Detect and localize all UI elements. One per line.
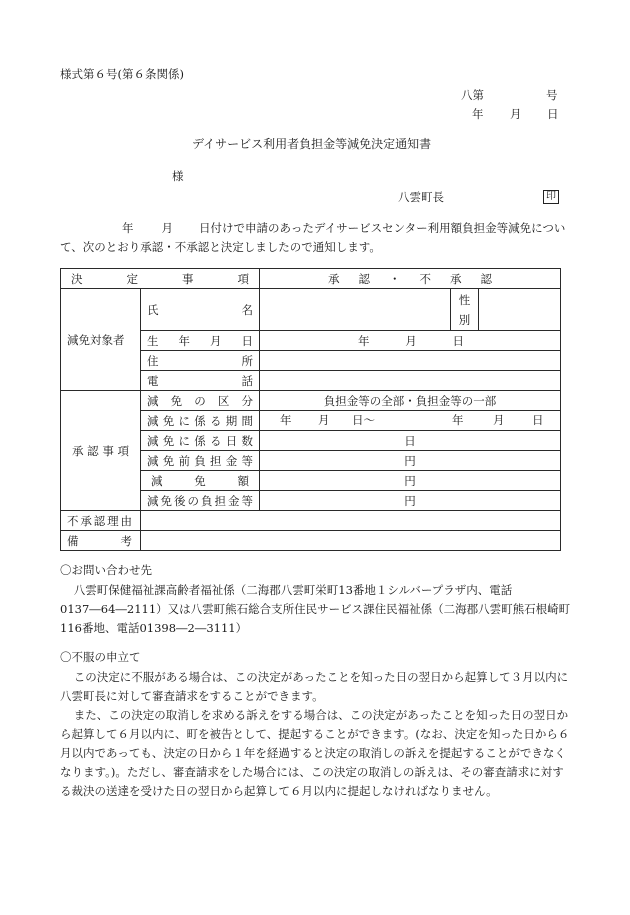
period-label xyxy=(141,411,260,431)
label-char: 決 xyxy=(71,271,83,286)
label-char: 住 xyxy=(147,353,159,368)
label-char: に xyxy=(178,433,190,448)
remarks-label xyxy=(61,531,141,551)
reduction-amount-value: 円 xyxy=(260,471,561,491)
rejection-row xyxy=(61,511,561,531)
label-char: 考 xyxy=(120,533,132,548)
date-month: 月 xyxy=(510,107,522,121)
label-char: 不 xyxy=(67,513,79,528)
birthdate-value xyxy=(260,331,561,351)
label-char: 免 xyxy=(162,413,175,428)
label-char: 区 xyxy=(217,393,230,408)
label-char: 等 xyxy=(241,453,253,468)
label-char: 氏 xyxy=(147,302,159,317)
seal-mark: 印 xyxy=(543,190,559,204)
category-row xyxy=(61,391,561,411)
table-header-row xyxy=(61,269,561,289)
label-char: 免 xyxy=(162,453,175,468)
header-approval xyxy=(260,269,561,289)
rejection-reason-label xyxy=(61,511,141,531)
before-amount-label xyxy=(141,451,260,471)
document-title: デイサービス利用者負担金等減免決定通知書 xyxy=(192,137,432,151)
period-value: 年 月 日～ 年 月 日 xyxy=(260,411,561,431)
label-char: 備 xyxy=(67,533,79,548)
label-char: 後 xyxy=(174,493,186,508)
label-char: 減 xyxy=(151,473,163,488)
label-char: 間 xyxy=(241,413,253,428)
label-char: 等 xyxy=(241,493,253,508)
before-amount-value: 円 xyxy=(260,451,561,471)
label-char: 承 xyxy=(80,513,92,528)
label-char: 期 xyxy=(225,413,238,428)
remarks-row xyxy=(61,531,561,551)
label-char: 名 xyxy=(241,302,253,317)
after-amount-label xyxy=(141,491,260,511)
name-label xyxy=(141,289,260,331)
target-group-label: 減免対象者 xyxy=(61,289,141,391)
address-label xyxy=(141,351,260,371)
date-day: 日 xyxy=(547,107,559,121)
label-char: 性 xyxy=(458,292,471,307)
label-char: 金 xyxy=(225,453,238,468)
label-char: の xyxy=(194,393,206,408)
issuer-name: 八雲町長 xyxy=(398,190,444,204)
label-char: 生 xyxy=(147,333,159,348)
appeal-heading: 〇不服の申立て xyxy=(60,650,141,664)
label-char: 日 xyxy=(452,333,464,348)
label-char: 日 xyxy=(225,433,238,448)
label-char: 免 xyxy=(170,393,183,408)
doc-number-suffix: 号 xyxy=(546,88,558,102)
label-char: る xyxy=(210,433,222,448)
label-char: 月 xyxy=(210,333,222,348)
label-char: 前 xyxy=(178,453,190,468)
label-char: 金 xyxy=(228,493,240,508)
address-value xyxy=(260,351,561,371)
label-char: 日 xyxy=(241,333,253,348)
label-char: 理 xyxy=(107,513,119,528)
rejection-reason-value xyxy=(141,511,561,531)
label-char: 項 xyxy=(237,271,249,286)
label-char: 係 xyxy=(194,433,206,448)
reduction-amount-label xyxy=(141,471,260,491)
label-char: 数 xyxy=(241,433,253,448)
label-char: 認 xyxy=(93,513,106,528)
decision-table xyxy=(60,268,561,551)
label-char: に xyxy=(178,413,190,428)
days-value: 日 xyxy=(260,431,561,451)
label-char: 免 xyxy=(194,473,206,488)
label-char: 免 xyxy=(162,433,175,448)
days-label xyxy=(141,431,260,451)
inquiry-body: 八雲町保健福祉課高齢者福祉係（二海郡八雲町栄町13番地１シルバープラザ内、電話0137―64―2111）又は八雲町熊石総合支所住民サービス課住民福祉係（二海郡八雲町熊石根崎町116番地、電話01398―2―3111） xyxy=(60,583,571,635)
label-char: 所 xyxy=(241,353,253,368)
label-char: 事 xyxy=(182,271,194,286)
form-number: 様式第６号(第６条関係) xyxy=(60,67,184,81)
name-value xyxy=(260,289,451,331)
label-char: 担 xyxy=(214,493,226,508)
after-amount-value: 円 xyxy=(260,491,561,511)
label-char: 年 xyxy=(178,333,190,348)
label-char: 不 xyxy=(419,271,431,286)
label-char: 係 xyxy=(194,413,206,428)
label-char: 年 xyxy=(358,333,370,348)
date-year: 年 xyxy=(472,107,484,121)
label-char: 認 xyxy=(358,271,370,286)
label-char: 減 xyxy=(147,453,159,468)
label-char: 負 xyxy=(201,493,213,508)
label-char: る xyxy=(210,413,222,428)
label-char: 別 xyxy=(458,312,471,327)
approval-group-label: 承 認 事 項 xyxy=(61,391,141,511)
label-char: の xyxy=(187,493,199,508)
label-char: 減 xyxy=(147,413,159,428)
label-char: 額 xyxy=(237,473,249,488)
inquiry-heading: 〇お問い合わせ先 xyxy=(60,563,152,577)
gender-label xyxy=(451,289,479,331)
label-char: 電 xyxy=(147,373,159,388)
label-char: 減 xyxy=(147,393,159,408)
label-char: 減 xyxy=(147,493,159,508)
label-char: 定 xyxy=(126,271,138,286)
label-char: 認 xyxy=(480,271,492,286)
label-char: 分 xyxy=(241,393,253,408)
label-char: 月 xyxy=(405,333,417,348)
label-char: 負 xyxy=(194,453,206,468)
intro-paragraph: 年 月 日付けで申請のあったデイサービスセンター利用額負担金等減免について、次のとおり承認・不承認と決定しましたので通知します。 xyxy=(60,221,566,254)
appeal-paragraph-2: また、この決定の取消しを求める訴えをする場合は、この決定があったことを知った日の翌日から起算して６月以内に、町を被告として、提起することができます。(なお、決定を知った日から６月以内であっても、決定の日から１年を経過すると決定の取消しの訴えを提起することができなくなります。)。ただし、審査請求をした場合には、この決定の取消しの訴えは、その審査請求に対する裁決の送達を受けた日の翌日から起算して６月以内に提起しなければなりません。 xyxy=(60,708,570,798)
header-decision-items xyxy=(61,269,260,289)
label-char: 話 xyxy=(241,373,253,388)
label-char: 由 xyxy=(120,513,132,528)
label-char: 免 xyxy=(160,493,172,508)
phone-value xyxy=(260,371,561,391)
label-char: 承 xyxy=(450,271,462,286)
addressee-suffix: 様 xyxy=(172,169,184,183)
label-char: 承 xyxy=(328,271,340,286)
appeal-paragraph-1: この決定に不服がある場合は、この決定があったことを知った日の翌日から起算して３月以内に八雲町長に対して審査請求をすることができます。 xyxy=(60,670,569,703)
category-value: 負担金等の全部・負担金等の一部 xyxy=(260,391,561,411)
label-char: 担 xyxy=(210,453,222,468)
category-label xyxy=(141,391,260,411)
birthdate-label xyxy=(141,331,260,351)
doc-number-prefix: 八第 xyxy=(461,88,484,102)
phone-label xyxy=(141,371,260,391)
label-char: 減 xyxy=(147,433,159,448)
label-char: ・ xyxy=(389,271,401,286)
name-row xyxy=(61,289,561,331)
gender-value xyxy=(479,289,561,331)
remarks-value xyxy=(141,531,561,551)
